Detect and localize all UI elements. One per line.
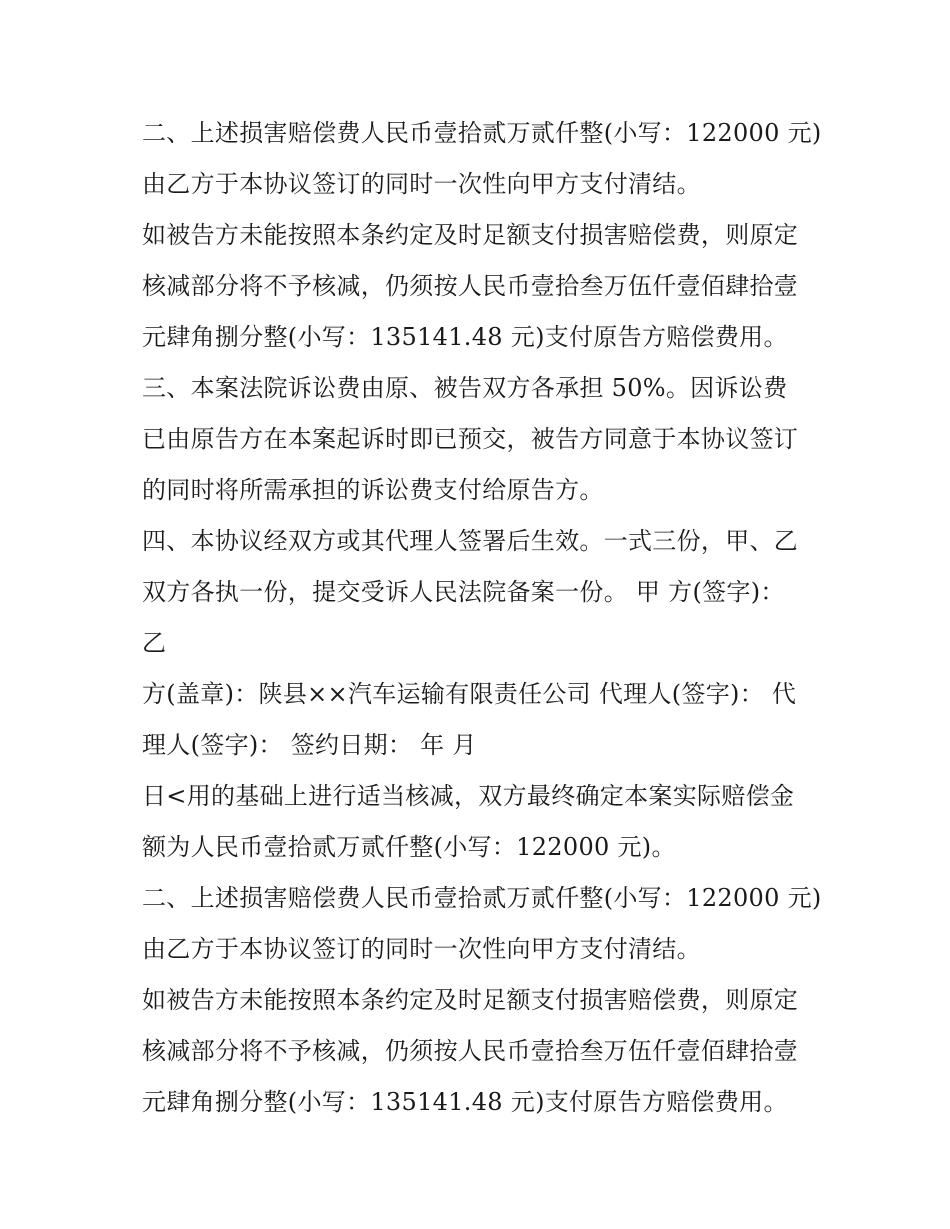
text-line: 日<用的基础上进行适当核减，双方最终确定本案实际赔偿金 — [142, 782, 795, 810]
text-line: 如被告方未能按照本条约定及时足额支付损害赔偿费，则原定 — [142, 986, 799, 1014]
text-line: 双方各执一份，提交受诉人民法院备案一份。 甲 方(签字)： — [142, 578, 785, 606]
text-line: 由乙方于本协议签订的同时一次性向甲方支付清结。 — [142, 935, 701, 963]
text-line: 三、本案法院诉讼费由原、被告双方各承担 50%。因诉讼费 — [142, 374, 788, 402]
text-line: 核减部分将不予核减，仍须按人民币壹拾叁万伍仟壹佰肆拾壹 — [142, 1037, 799, 1065]
text-line: 乙 — [142, 629, 167, 657]
text-line: 理人(签字)： 签约日期： 年 月 — [142, 731, 477, 759]
text-line: 由乙方于本协议签订的同时一次性向甲方支付清结。 — [142, 170, 701, 198]
text-line: 核减部分将不予核减，仍须按人民币壹拾叁万伍仟壹佰肆拾壹 — [142, 272, 799, 300]
text-line: 的同时将所需承担的诉讼费支付给原告方。 — [142, 476, 604, 504]
text-line: 元肆角捌分整(小写：135141.48 元)支付原告方赔偿费用。 — [142, 323, 788, 351]
text-line: 二、上述损害赔偿费人民币壹拾贰万贰仟整(小写：122000 元) — [142, 884, 822, 912]
text-line: 如被告方未能按照本条约定及时足额支付损害赔偿费，则原定 — [142, 221, 799, 249]
text-line: 额为人民币壹拾贰万贰仟整(小写：122000 元)。 — [142, 833, 676, 861]
document-body — [142, 108, 822, 1128]
text-line: 二、上述损害赔偿费人民币壹拾贰万贰仟整(小写：122000 元) — [142, 119, 822, 147]
text-line: 已由原告方在本案起诉时即已预交，被告方同意于本协议签订 — [142, 425, 799, 453]
text-line: 元肆角捌分整(小写：135141.48 元)支付原告方赔偿费用。 — [142, 1088, 788, 1116]
text-line: 方(盖章)：陕县××汽车运输有限责任公司 代理人(签字)： 代 — [142, 680, 797, 708]
text-line: 四、本协议经双方或其代理人签署后生效。一式三份，甲、乙 — [142, 527, 799, 555]
